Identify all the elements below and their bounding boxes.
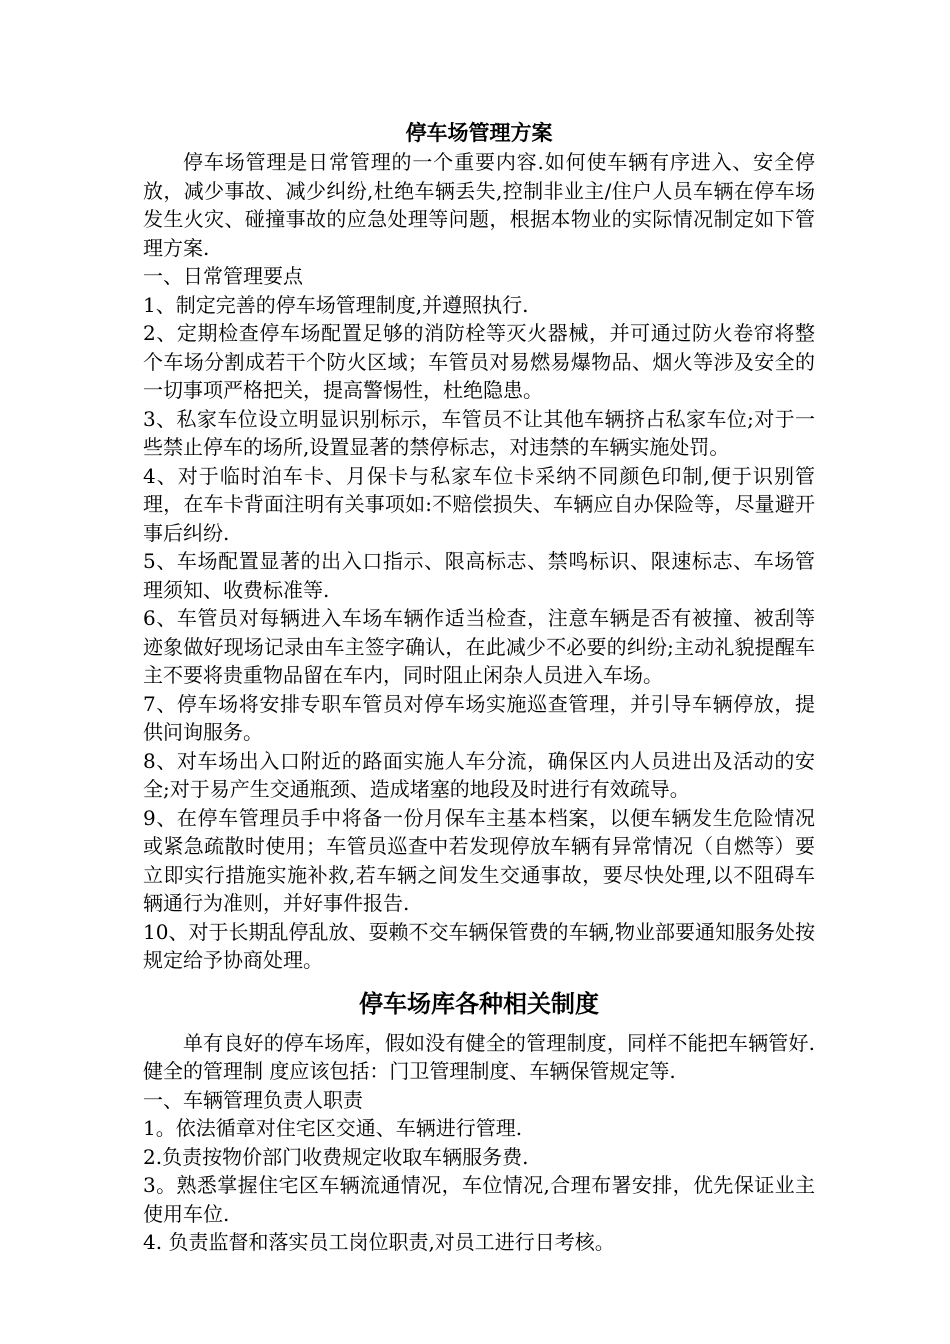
- list-item: 7、停车场将安排专职车管员对停车场实施巡查管理，并引导车辆停放，提供问询服务。: [143, 691, 815, 744]
- section-heading: 一、车辆管理负责人职责: [143, 1087, 363, 1112]
- list-item: 10、对于长期乱停乱放、耍赖不交车辆保管费的车辆,物业部要通知服务处按规定给予协商处理。: [143, 919, 815, 972]
- list-item: 4、对于临时泊车卡、月保卡与私家车位卡采纳不同颜色印制,便于识别管理，在车卡背面注明有关事项如:不赔偿损失、车辆应自办保险等，尽量避开事后纠纷.: [143, 463, 815, 545]
- list-item: 8、对车场出入口附近的路面实施人车分流，确保区内人员进出及活动的安全;对于易产生交通瓶颈、造成堵塞的地段及时进行有效疏导。: [143, 748, 815, 801]
- intro-paragraph: 单有良好的停车场库，假如没有健全的管理制度，同样不能把车辆管好.健全的管理制 度应该包括：门卫管理制度、车辆保管规定等.: [143, 1030, 815, 1083]
- list-item: 2.负责按物价部门收费规定收取车辆服务费.: [143, 1144, 529, 1169]
- list-item: 9、在停车管理员手中将备一份月保车主基本档案，以便车辆发生危险情况或紧急疏散时使用；车管员巡查中若发现停放车辆有异常情况（自燃等）要立即实行措施实施补救,若车辆之间发生交通事故，要尽快处理,以不阻碍车辆通行为准则，并好事件报告.: [143, 805, 815, 915]
- section-title: 停车场库各种相关制度: [359, 988, 599, 1018]
- list-item: 3、私家车位设立明显识别标示，车管员不让其他车辆挤占私家车位;对于一些禁止停车的场所,设置显著的禁停标志，对违禁的车辆实施处罚。: [143, 406, 815, 459]
- list-item: 6、车管员对每辆进入车场车辆作适当检查，注意车辆是否有被撞、被刮等迹象做好现场记录由车主签字确认，在此减少不必要的纠纷;主动礼貌提醒车主不要将贵重物品留在车内，同时阻止闲杂人员进入车场。: [143, 606, 815, 687]
- document-page: [143, 118, 815, 1257]
- list-item: 2、定期检查停车场配置足够的消防栓等灭火器械，并可通过防火卷帘将整个车场分割成若干个防火区域；车管员对易燃易爆物品、烟火等涉及安全的一切事项严格把关，提高警惕性，杜绝隐患。: [143, 321, 815, 402]
- list-item: 4. 负责监督和落实员工岗位职责,对员工进行日考核。: [143, 1230, 615, 1254]
- section-heading: 一、日常管理要点: [143, 264, 303, 288]
- intro-paragraph: 停车场管理是日常管理的一个重要内容.如何使车辆有序进入、安全停放，减少事故、减少纠纷,杜绝车辆丢失,控制非业主/住户人员车辆在停车场发生火灾、碰撞事故的应急处理等问题，根据本物业的实际情况制定如下管理方案.: [143, 150, 815, 260]
- document-title: 停车场管理方案: [405, 120, 553, 145]
- list-item: 1。依法循章对住宅区交通、车辆进行管理.: [143, 1116, 523, 1140]
- list-item: 1、制定完善的停车场管理制度,并遵照执行.: [143, 292, 529, 317]
- list-item: 3。熟悉掌握住宅区车辆流通情况，车位情况,合理布署安排，优先保证业主使用车位.: [143, 1173, 815, 1226]
- list-item: 5、车场配置显著的出入口指示、限高标志、禁鸣标识、限速标志、车场管理须知、收费标准等.: [143, 549, 815, 602]
